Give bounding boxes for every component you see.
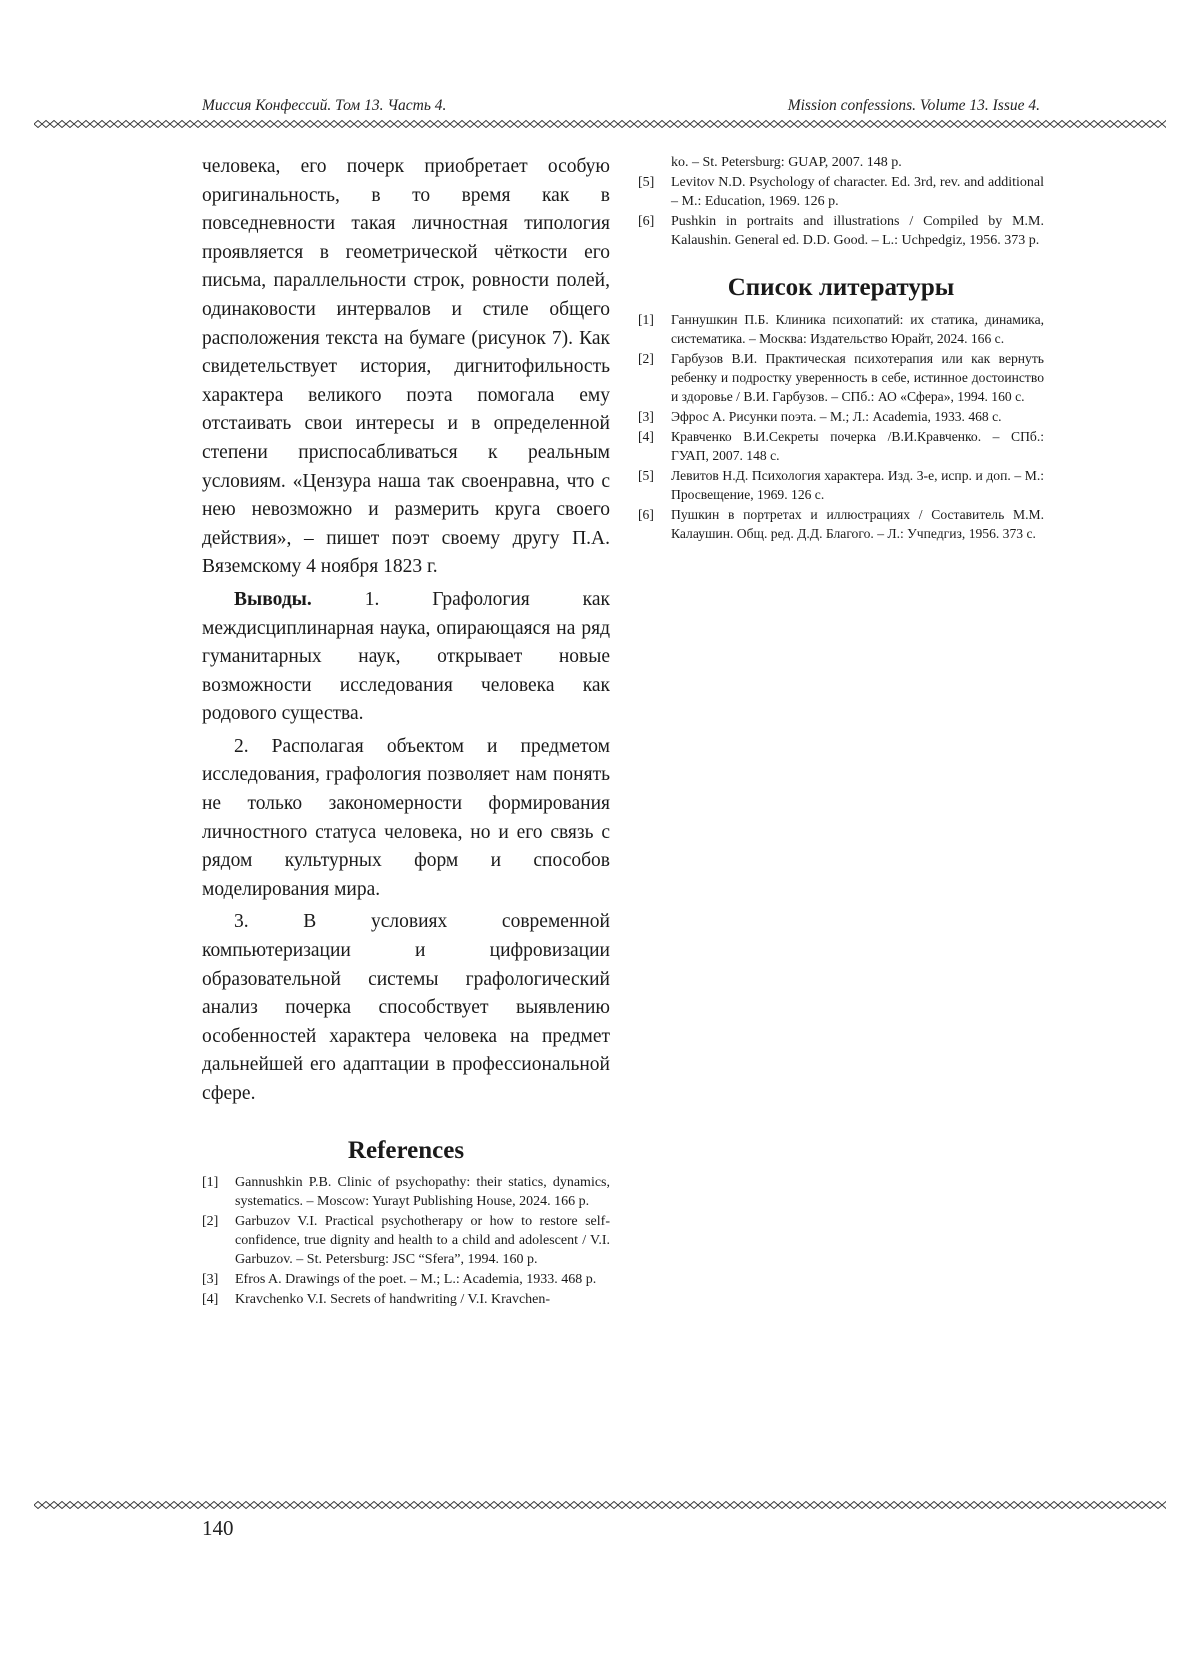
reference-item: [1] Gannushkin P.B. Clinic of psychopathy: their statics, dynamics, systematics. – Moscow: Yurayt Publishing House, 2024. 166 p.	[202, 1174, 610, 1209]
reference-item: [5] Левитов Н.Д. Психология характера. Изд. 3-е, испр. и доп. – М.: Просвещение, 1969. 126 с.	[638, 468, 1044, 502]
reference-item: [3] Эфрос А. Рисунки поэта. – М.; Л.: Academia, 1933. 468 с.	[638, 409, 1002, 424]
page-number: 140	[202, 1516, 234, 1540]
references-title-ru: Список литературы	[727, 274, 955, 301]
reference-item: [2] Гарбузов В.И. Практическая психотерапия или как вернуть ребенку и подростку уверенность в себе, истинное достоинство и здоровье / В.И. Гарбузов. – СПб.: АО «Сфера», 1994. 160 с.	[638, 351, 1044, 404]
reference-item: [4] Kravchenko V.I. Secrets of handwriting / V.I. Kravchen-	[202, 1291, 551, 1307]
references-list-ru	[638, 310, 1044, 543]
running-head-left: Миссия Конфессий. Том 13. Часть 4.	[202, 97, 447, 114]
conclusions-label: Выводы.	[234, 588, 312, 610]
right-column	[638, 153, 1044, 544]
reference-item: [1] Ганнушкин П.Б. Клиника психопатий: их статика, динамика, систематика. – Москва: Издательство Юрайт, 2024. 166 с.	[638, 312, 1044, 346]
conclusions-paragraph-2: 2. Располагая объектом и предметом исследования, графология позволяет нам понять не только закономерности формирования личностного статуса человека, но и его связь с рядом культурных форм и способов моделирования мира.	[202, 735, 610, 900]
references-list-en	[202, 1173, 610, 1309]
conclusion-1-text: 1. Графология как междисциплинарная наука, опирающаяся на ряд гуманитарных наук, открывает новые возможности исследования человека как родового существа.	[202, 588, 610, 725]
reference-item: [5] Levitov N.D. Psychology of character. Ed. 3rd, rev. and additional – M.: Education, 1969. 126 p.	[638, 175, 1044, 209]
bottom-ornament-rule	[34, 1500, 1166, 1510]
body-paragraph-1: человека, его почерк приобретает особую оригинальность, в то время как в повседневности такая личностная типология проявляется в геометрической чёткости его письма, параллельности строк, ровности полей, одинаковости интервалов и стиле общего расположения текста на бумаге (рисунок 7). Как свидетельствует история, дигнитофильность характера великого поэта помогала ему отстаивать свои интересы и в определенной степени приспосабливаться к реальным условиям. «Цензура наша так своенравна, что с нею невозможно и размерить круга своего действия», – пишет поэт своему другу П.А. Вяземскому 4 ноября 1823 г.	[202, 156, 610, 578]
conclusions-paragraph-3: 3. В условиях современной компьютеризации и цифровизации образовательной системы графологический анализ почерка способствует выявлению особенностей характера человека на предмет дальнейшей его адаптации в профессиональной сфере.	[202, 911, 610, 1104]
references-list-en-continued	[638, 173, 1044, 250]
left-column	[202, 153, 610, 1310]
reference-item: [6] Pushkin in portraits and illustrations / Compiled by M.M. Kalaushin. General ed. D.D. Good. – L.: Uchpedgiz, 1956. 373 p.	[638, 214, 1044, 248]
article-body	[202, 153, 610, 1109]
conclusions-paragraph-1	[202, 586, 610, 729]
reference-continuation: ko. – St. Petersburg: GUAP, 2007. 148 p.	[671, 155, 902, 170]
reference-item: [4] Кравченко В.И.Секреты почерка /В.И.Кравченко. – СПб.: ГУАП, 2007. 148 с.	[638, 429, 1044, 463]
running-head-right: Mission confessions. Volume 13. Issue 4.	[787, 97, 1040, 114]
top-ornament-rule	[34, 119, 1166, 129]
references-title: References	[347, 1136, 465, 1164]
reference-item: [6] Пушкин в портретах и иллюстрациях / Составитель М.М. Калаушин. Общ. ред. Д.Д. Благого. – Л.: Учпедгиз, 1956. 373 с.	[638, 507, 1044, 541]
reference-item: [2] Garbuzov V.I. Practical psychotherapy or how to restore self-confidence, true dignity and health to a child and adolescent / V.I. Garbuzov. – St. Petersburg: JSC “Sfera”, 1994. 160 p.	[202, 1213, 610, 1267]
reference-item: [3] Efros A. Drawings of the poet. – M.; L.: Academia, 1933. 468 p.	[202, 1271, 597, 1287]
